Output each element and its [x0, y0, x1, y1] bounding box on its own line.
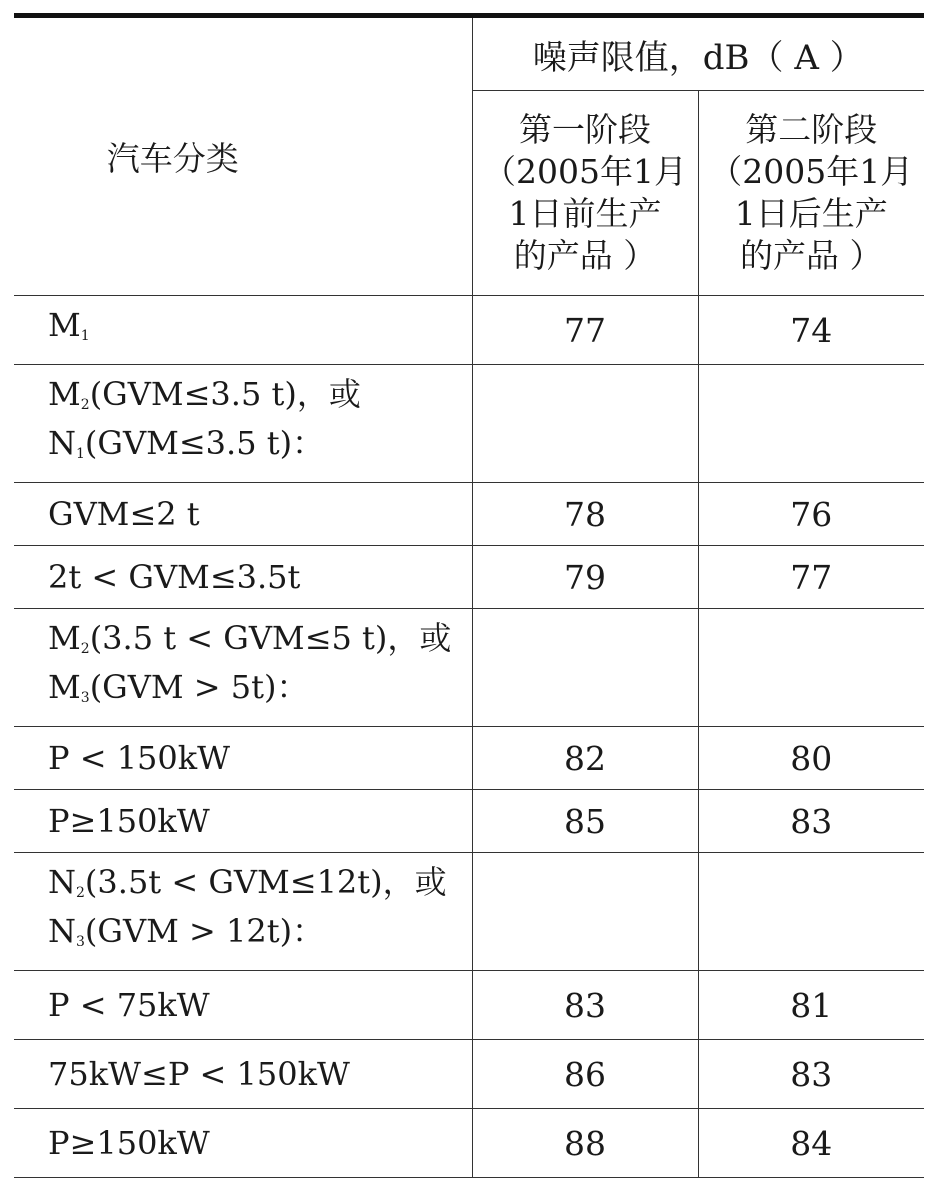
stage2-value: 81: [698, 971, 924, 1040]
row-group-label: $M_2(GVM\le 3.5$ t)，或 $N_1(GVM\le 3.5$ t)：: [14, 365, 472, 483]
header-category: 汽车分类: [14, 16, 472, 296]
table-row: [14, 790, 924, 853]
stage1-value: [472, 365, 698, 483]
stage2-value: 77: [698, 546, 924, 609]
row-label: P≥150kW: [14, 790, 472, 853]
row-label: P < 75kW: [14, 971, 472, 1040]
stage1-value: [472, 853, 698, 971]
row-group-label: $M_2(3.5$ t < GVM≤5 t)，或 $M_3(GVM > 5t)$：: [14, 609, 472, 727]
header-noise-limit: 噪声限值，dB（ A ）: [472, 16, 924, 91]
stage2-value: 83: [698, 790, 924, 853]
row-label: 75kW≤P < 150kW: [14, 1040, 472, 1109]
stage2-value: 83: [698, 1040, 924, 1109]
stage2-value: 84: [698, 1109, 924, 1178]
row-label: 2t < GVM≤3.5t: [14, 546, 472, 609]
table-row: [14, 365, 924, 483]
row-group-label: $N_2(3.5t < GVM\le 12t)$，或 $N_3(GVM > 12t)$：: [14, 853, 472, 971]
row-label: P≥150kW: [14, 1109, 472, 1178]
stage1-value: 77: [472, 296, 698, 365]
table-row: [14, 853, 924, 971]
stage2-value: [698, 365, 924, 483]
stage1-value: 79: [472, 546, 698, 609]
row-label: GVM≤2 t: [14, 483, 472, 546]
stage1-value: 85: [472, 790, 698, 853]
table-row: [14, 1109, 924, 1178]
table-row: [14, 483, 924, 546]
stage1-value: [472, 609, 698, 727]
row-label: P < 150kW: [14, 727, 472, 790]
header-stage-2: 第二阶段 （2005年1月 1日后生产 的产品 ）: [698, 91, 924, 296]
stage2-value: 74: [698, 296, 924, 365]
stage2-value: 76: [698, 483, 924, 546]
row-label: $M_1$: [14, 296, 472, 365]
table-row: [14, 546, 924, 609]
stage2-value: [698, 609, 924, 727]
table-row: [14, 971, 924, 1040]
table-row: [14, 296, 924, 365]
stage1-value: 88: [472, 1109, 698, 1178]
table-row: [14, 609, 924, 727]
table-row: [14, 1040, 924, 1109]
stage1-value: 86: [472, 1040, 698, 1109]
table-row: [14, 727, 924, 790]
stage1-value: 82: [472, 727, 698, 790]
stage1-value: 78: [472, 483, 698, 546]
stage2-value: 80: [698, 727, 924, 790]
noise-limit-table: [14, 13, 924, 1178]
stage1-value: 83: [472, 971, 698, 1040]
stage2-value: [698, 853, 924, 971]
header-stage-1: 第一阶段 （2005年1月 1日前生产 的产品 ）: [472, 91, 698, 296]
